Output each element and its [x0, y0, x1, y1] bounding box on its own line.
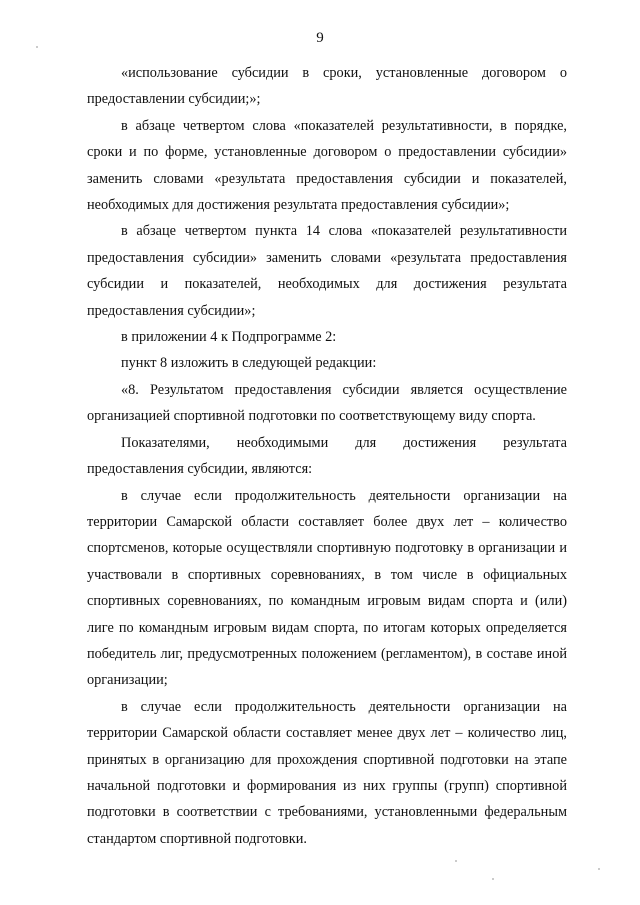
scan-speck [36, 46, 38, 48]
scan-speck [455, 860, 457, 862]
paragraph-9: в случае если продолжительность деятельности организации на территории Самарской области составляет менее двух лет – количество лиц, принятых в организацию для прохождения спортивной подготовки на этапе начальной подготовки и формирования из них группы (групп) спортивной подготовки в соответствии с требованиями, установленными федеральным стандартом спортивной подготовки. [87, 698, 567, 847]
paragraph-1: «использование субсидии в сроки, установленные договором о предоставлении субсидии;»; [87, 65, 567, 108]
paragraph-2: в абзаце четвертом слова «показателей результативности, в порядке, сроки и по форме, установленные договором о предоставлении субсидии» заменить словами «результата предоставления субсидии и показателей, необходимых для достижения результата предоставления субсидии»; [87, 117, 567, 214]
document-body [87, 60, 567, 852]
paragraph-7: Показателями, необходимыми для достижения результата предоставления субсидии, являются: [87, 434, 567, 478]
paragraph-8: в случае если продолжительность деятельности организации на территории Самарской области составляет более двух лет – количество спортсменов, которые осуществляли спортивную подготовку в организации и участвовали в спортивных соревнованиях, в том числе в официальных спортивных соревнованиях, по командным игровым видам спорта и (или) лиге по командным игровым видам спорта, по итогам которых определяется победитель лиг, предусмотренных положением (регламентом), в составе иной организации; [87, 487, 567, 689]
page-number: 9 [316, 30, 324, 46]
scan-speck [598, 868, 600, 870]
scan-speck [492, 878, 494, 880]
paragraph-5: пункт 8 изложить в следующей редакции: [121, 355, 377, 372]
paragraph-6: «8. Результатом предоставления субсидии является осуществление организацией спортивной подготовки по соответствующему виду спорта. [87, 381, 567, 425]
paragraph-3: в абзаце четвертом пункта 14 слова «показателей результативности предоставления субсидии» заменить словами «результата предоставления субсидии и показателей, необходимых для достижения результата предоставления субсидии»; [87, 223, 567, 319]
paragraph-4: в приложении 4 к Подпрограмме 2: [121, 329, 337, 346]
